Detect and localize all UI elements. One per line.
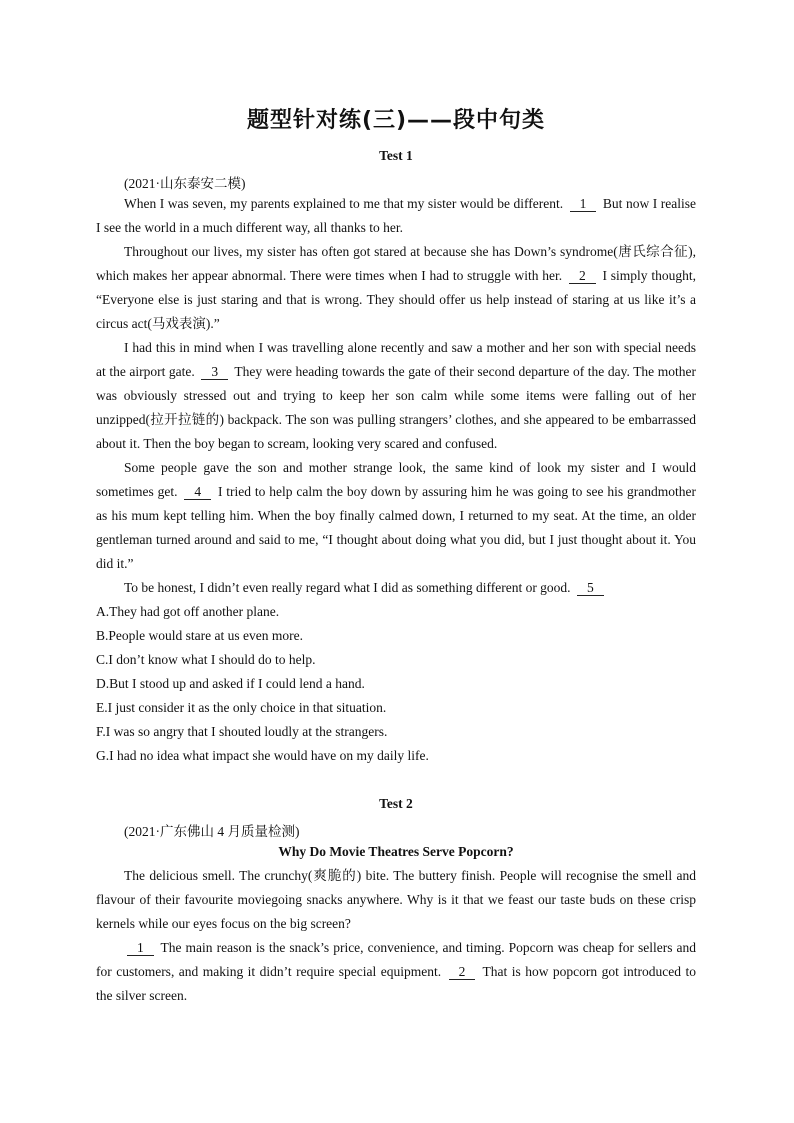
passage-text: The main reason is the snack’s price, convenience, and timing. Popcorn was cheap for sellers and for customers, and making it didn’t require special equipment. (96, 940, 696, 979)
test2-article-title: Why Do Movie Theatres Serve Popcorn? (278, 844, 514, 859)
test1-paragraph (96, 336, 696, 456)
page-title: 题型针对练(三)——段中句类 (246, 108, 546, 133)
answer-blank: 5 (577, 580, 604, 596)
passage-text: When I was seven, my parents explained to me that my sister would be different. (124, 196, 567, 211)
passage-text: They were heading towards the gate of their second departure of the day. The mother was obviously stressed out and trying to keep her son calm while some items were falling out of her unzipped(拉开拉链的) backpack. The son was pulling strangers’ clothes, and she appeared to be embarrassed about it. Then the boy began to scream, looking very scared and confused. (96, 364, 696, 451)
test1-paragraph (96, 240, 696, 336)
test2-paragraph (96, 864, 696, 936)
option-item: E.I just consider it as the only choice in that situation. (96, 700, 387, 715)
answer-blank: 1 (570, 196, 597, 212)
test1-passage (96, 192, 696, 600)
passage-text: The delicious smell. The crunchy(爽脆的) bite. The buttery finish. People will recognise the smell and flavour of their favourite moviegoing snacks anywhere. Why is it that we feast our taste buds on these crisp kernels while our eyes focus on the big screen? (96, 868, 696, 931)
test2-heading: Test 2 (379, 796, 413, 811)
test1-options (96, 600, 696, 768)
passage-text: To be honest, I didn’t even really regard what I did as something different or good. (124, 580, 574, 595)
answer-blank: 4 (184, 484, 211, 500)
option-item: C.I don’t know what I should do to help. (96, 652, 316, 667)
passage-text: I tried to help calm the boy down by assuring him he was going to see his grandmother as his mum kept telling him. When the boy finally calmed down, I returned to my seat. At the time, an older gentleman turned around and said to me, “I thought about doing what you did, but I just thought about it. You did it.” (96, 484, 696, 571)
passage-text: Some people gave the son and mother strange look, the same kind of look my sister and I would sometimes get. (96, 460, 696, 499)
passage-text: That is how popcorn got introduced to the silver screen. (96, 964, 697, 1003)
answer-blank: 2 (449, 964, 476, 980)
test1-heading: Test 1 (379, 148, 413, 163)
option-item: D.But I stood up and asked if I could lend a hand. (96, 676, 365, 691)
option-item: F.I was so angry that I shouted loudly at the strangers. (96, 724, 388, 739)
passage-text: Throughout our lives, my sister has often got stared at because she has Down’s syndrome(唐氏综合征), which makes her appear abnormal. There were times when I had to struggle with her. (96, 244, 696, 283)
passage-text: But now I realise I see the world in a much different way, all thanks to her. (96, 196, 696, 235)
answer-blank: 1 (127, 940, 154, 956)
test2-passage (96, 864, 696, 1008)
answer-blank: 2 (569, 268, 596, 284)
test2-source: (2021·广东佛山 4 月质量检测) (124, 824, 300, 839)
test2-paragraph (96, 936, 696, 1008)
test1-paragraph (96, 456, 696, 576)
test1-paragraph (96, 192, 696, 240)
option-item: G.I had no idea what impact she would have on my daily life. (96, 748, 429, 763)
test1-source: (2021·山东泰安二模) (124, 176, 246, 191)
option-item: B.People would stare at us even more. (96, 628, 303, 643)
passage-text: I had this in mind when I was travelling alone recently and saw a mother and her son with special needs at the airport gate. (96, 340, 696, 379)
test1-paragraph (96, 576, 696, 600)
answer-blank: 3 (201, 364, 228, 380)
passage-text: I simply thought, “Everyone else is just staring and that is wrong. They should offer us help instead of staring at us like it’s a circus act(马戏表演).” (96, 268, 696, 331)
option-item: A.They had got off another plane. (96, 604, 280, 619)
